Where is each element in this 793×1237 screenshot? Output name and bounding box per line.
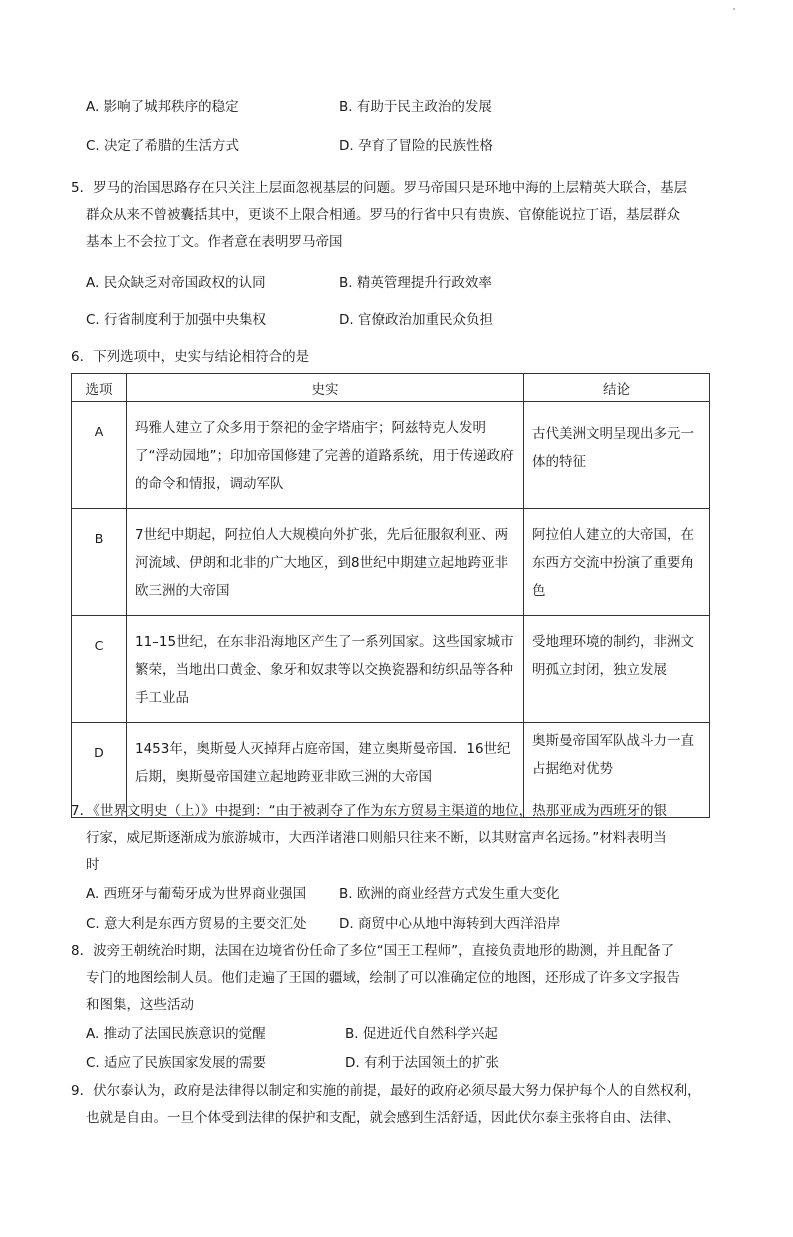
q9-stem-line1: 9．伏尔泰认为，政府是法律得以制定和实施的前提，最好的政府必须尽最大努力保护每个人的自然权利， (71, 1083, 701, 1099)
q5-option-b: B. 精英管理提升行政效率 (339, 275, 492, 291)
q4-option-a: A. 影响了城邦秩序的稳定 (86, 99, 239, 115)
q6-row-label: C (72, 616, 127, 723)
q8-stem-line2: 专门的地图绘制人员。他们走遍了王国的疆域，绘制了可以准确定位的地图，还形成了许多文字报告 (86, 970, 680, 986)
q7-option-c: C. 意大利是东西方贸易的主要交汇处 (86, 916, 307, 932)
q8-option-c: C. 适应了民族国家发展的需要 (86, 1055, 267, 1071)
q8-option-a: A. 推动了法国民族意识的觉醒 (86, 1026, 266, 1042)
q6-header-fact: 史实 (127, 374, 524, 402)
q6-row-fact: 7世纪中期起，阿拉伯人大规模向外扩张，先后征服叙利亚、两河流域、伊朗和北非的广大地区，到8世纪中期建立起地跨亚非欧三洲的大帝国 (127, 509, 524, 616)
q6-row-conclusion: 受地理环境的制约，非洲文明孤立封闭，独立发展 (524, 616, 710, 723)
q6-header-option: 选项 (72, 374, 127, 402)
q9-stem-line2: 也就是自由。一旦个体受到法律的保护和支配，就会感到生活舒适，因此伏尔泰主张将自由、法律、 (86, 1110, 680, 1126)
table-row (72, 509, 710, 616)
q5-stem-line2: 群众从来不曾被囊括其中，更谈不上限合相通。罗马的行省中只有贵族、官僚能说拉丁语，基层群众 (86, 207, 680, 223)
table-row (72, 402, 710, 509)
q6-header-conclusion: 结论 (524, 374, 710, 402)
q6-table-header-row (72, 374, 710, 402)
q8-option-d: D. 有利于法国领土的扩张 (345, 1055, 499, 1071)
q6-row-label: B (72, 509, 127, 616)
q6-row-label: D (72, 723, 127, 818)
q8-stem-line3: 和图集，这些活动 (86, 997, 194, 1013)
q6-row-fact: 11–15世纪，在东非沿海地区产生了一系列国家。这些国家城市繁荣，当地出口黄金、象牙和奴隶等以交换瓷器和纺织品等各种手工业品 (127, 616, 524, 723)
table-row (72, 616, 710, 723)
q6-row-fact: 玛雅人建立了众多用于祭祀的金字塔庙宇；阿兹特克人发明了“浮动园地”；印加帝国修建了完善的道路系统，用于传递政府的命令和情报，调动军队 (127, 402, 524, 509)
q5-option-c: C. 行省制度利于加强中央集权 (86, 312, 267, 328)
q6-row-fact: 1453年，奥斯曼人灭掉拜占庭帝国，建立奥斯曼帝国．16世纪后期，奥斯曼帝国建立起地跨亚非欧三洲的大帝国 (127, 723, 524, 818)
q5-stem-line3: 基本上不会拉丁文。作者意在表明罗马帝国 (86, 234, 343, 250)
q7-option-a: A. 西班牙与葡萄牙成为世界商业强国 (86, 886, 307, 902)
q7-stem-line1: 7．《世界文明史（上）》中提到：“由于被剥夺了作为东方贸易主渠道的地位，热那亚成为西班牙的银 (71, 803, 668, 819)
q8-option-b: B. 促进近代自然科学兴起 (345, 1026, 498, 1042)
scan-speck (733, 8, 735, 10)
q6-row-conclusion: 阿拉伯人建立的大帝国，在东西方交流中扮演了重要角色 (524, 509, 710, 616)
q6-stem: 6．下列选项中，史实与结论相符合的是 (71, 349, 310, 365)
q7-stem-line2: 行家，威尼斯逐渐成为旅游城市，大西洋诸港口则船只往来不断，以其财富声名远扬。”材料表明当 (86, 830, 667, 846)
q7-option-d: D. 商贸中心从地中海转到大西洋沿岸 (339, 916, 561, 932)
q6-table (71, 373, 710, 818)
q6-row-conclusion: 奥斯曼帝国军队战斗力一直占据绝对优势 (524, 723, 710, 818)
q6-row-conclusion: 古代美洲文明呈现出多元一体的特征 (524, 402, 710, 509)
q4-option-c: C. 决定了希腊的生活方式 (86, 138, 240, 154)
q5-option-a: A. 民众缺乏对帝国政权的认同 (86, 275, 266, 291)
q7-option-b: B. 欧洲的商业经营方式发生重大变化 (339, 886, 560, 902)
q6-row-label: A (72, 402, 127, 509)
q5-option-d: D. 官僚政治加重民众负担 (339, 312, 493, 328)
q4-option-b: B. 有助于民主政治的发展 (339, 99, 492, 115)
q8-stem-line1: 8．波旁王朝统治时期，法国在边境省份任命了多位“国王工程师”，直接负责地形的勘测，并且配备了 (71, 943, 675, 959)
q5-stem-line1: 5．罗马的治国思路存在只关注上层面忽视基层的问题。罗马帝国只是环地中海的上层精英大联合，基层 (71, 180, 688, 196)
q4-option-d: D. 孕育了冒险的民族性格 (339, 138, 493, 154)
q7-stem-line3: 时 (86, 857, 100, 873)
